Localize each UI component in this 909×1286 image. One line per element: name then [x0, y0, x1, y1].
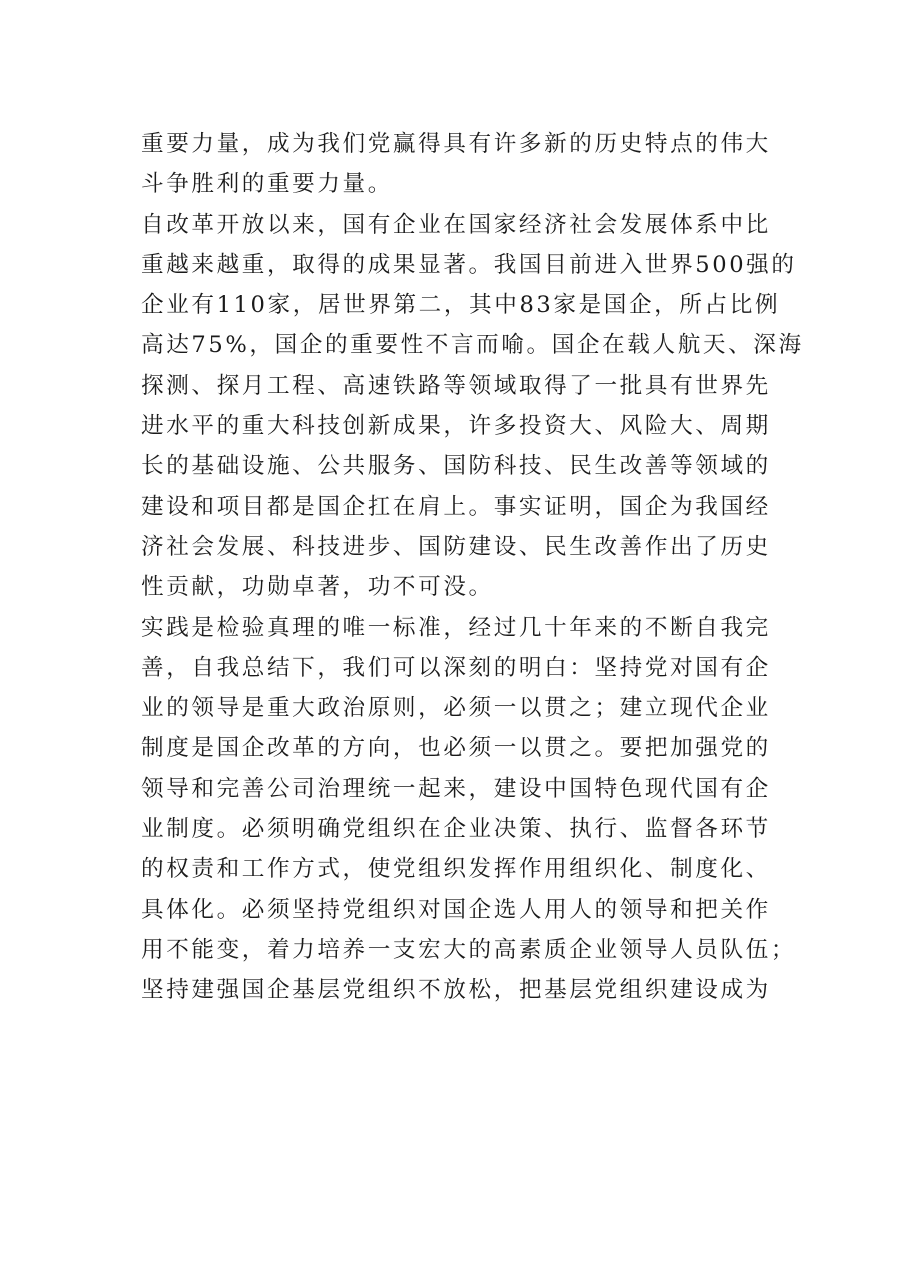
text-line: 企业有110家，居世界第二，其中83家是国企，所占比例 — [141, 292, 781, 319]
text-line: 业制度。必须明确党组织在企业决策、执行、监督各环节 — [141, 816, 771, 843]
text-line: 自改革开放以来，国有企业在国家经济社会发展体系中比 — [141, 211, 771, 238]
text-line: 坚持建强国企基层党组织不放松，把基层党组织建设成为 — [141, 977, 771, 1004]
text-line: 性贡献，功勋卓著，功不可没。 — [141, 574, 494, 601]
text-line: 建设和项目都是国企扛在肩上。事实证明，国企为我国经 — [141, 493, 771, 520]
text-line: 用不能变，着力培养一支宏大的高素质企业领导人员队伍； — [141, 936, 797, 963]
document-body — [141, 124, 804, 1011]
text-line: 高达75%，国企的重要性不言而喻。国企在载人航天、深海 — [141, 332, 804, 359]
text-line: 探测、探月工程、高速铁路等领域取得了一批具有世界先 — [141, 372, 771, 399]
text-line: 制度是国企改革的方向，也必须一以贯之。要把加强党的 — [141, 735, 771, 762]
text-line: 领导和完善公司治理统一起来，建设中国特色现代国有企 — [141, 775, 771, 802]
text-line: 的权责和工作方式，使党组织发挥作用组织化、制度化、 — [141, 856, 771, 883]
text-line: 善，自我总结下，我们可以深刻的明白：坚持党对国有企 — [141, 654, 771, 681]
text-line: 重要力量，成为我们党赢得具有许多新的历史特点的伟大 — [141, 131, 771, 157]
text-line: 业的领导是重大政治原则，必须一以贯之；建立现代企业 — [141, 695, 771, 722]
text-line: 济社会发展、科技进步、国防建设、民生改善作出了历史 — [141, 533, 771, 560]
text-line: 具体化。必须坚持党组织对国企选人用人的领导和把关作 — [141, 896, 771, 923]
text-line: 实践是检验真理的唯一标准，经过几十年来的不断自我完 — [141, 614, 771, 641]
text-line: 斗争胜利的重要力量。 — [141, 171, 393, 198]
text-line: 长的基础设施、公共服务、国防科技、民生改善等领域的 — [141, 453, 771, 480]
text-line: 进水平的重大科技创新成果，许多投资大、风险大、周期 — [141, 413, 771, 440]
text-line: 重越来越重，取得的成果显著。我国目前进入世界500强的 — [141, 251, 797, 278]
